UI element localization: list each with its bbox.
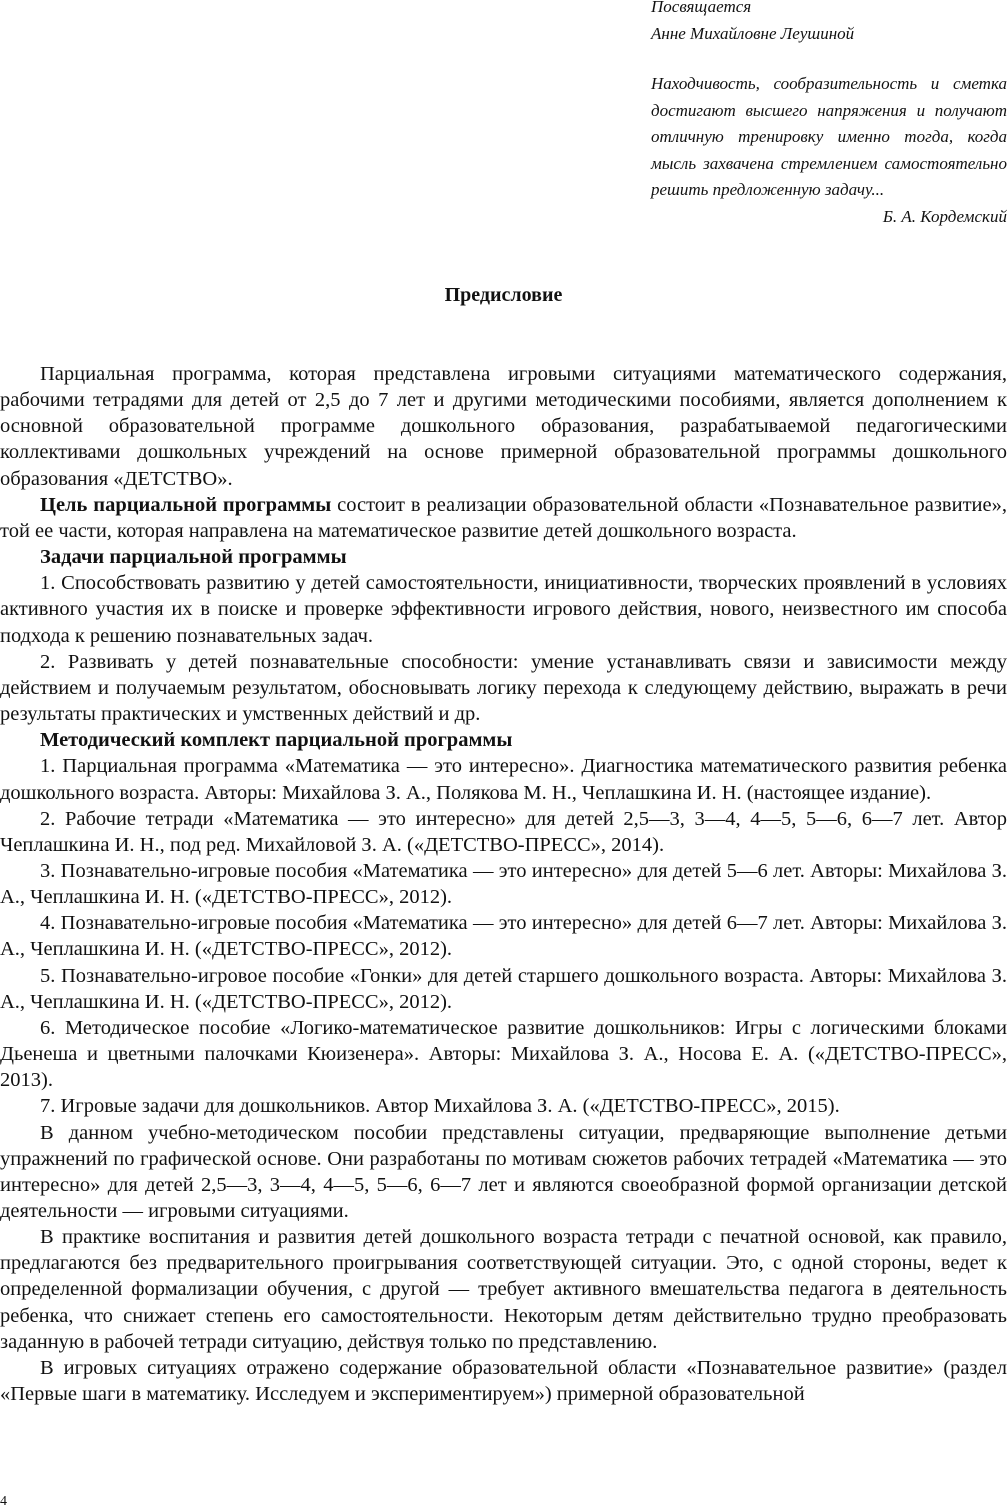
goal-label: Цель парциальной программы [40,493,332,516]
dedication-line-1: Посвящается [651,0,752,16]
goal-text: состоит в реализации образовательной области «Познавательное развитие», той ее части, которая направлена на математическое развитие детей дошкольного возраста. [0,493,1007,542]
preface-body [0,361,1007,1407]
page-title: Предисловие [444,284,563,306]
paragraph-intro: Парциальная программа, которая представлена игровыми ситуациями математического содержания, рабочими тетрадями для детей от 2,5 до 7 лет и другими методическими пособиями, является дополнением к основной образовательной программе дошкольного образования, разрабатываемой педагогическими коллективами дошкольных учреждений на основе примерной образовательной программы дошкольного образования «ДЕТСТВО». [0,363,1007,490]
tasks-heading: Задачи парциальной программы [40,546,347,569]
kit-item-2: 2. Рабочие тетради «Математика — это интересно» для детей 2,5—3, 3—4, 4—5, 5—6, 6—7 лет. Автор Чеплашкина И. Н., под ред. Михайловой З. А. («ДЕТСТВО-ПРЕСС», 2014). [0,807,1007,856]
kit-heading: Методический комплект парциальной программы [40,729,513,752]
dedication [651,0,1007,47]
kit-item-1: 1. Парциальная программа «Математика — это интересно». Диагностика математического развития ребенка дошкольного возраста. Авторы: Михайлова З. А., Полякова М. Н., Чеплашкина И. Н. (настоящее издание). [0,755,1007,804]
paragraph-content: В игровых ситуациях отражено содержание образовательной области «Познавательное развитие» (раздел «Первые шаги в математику. Исследуем и экспериментируем») примерной образовательной [0,1356,1007,1406]
kit-item-7: 7. Игровые задачи для дошкольников. Автор Михайлова З. А. («ДЕТСТВО-ПРЕСС», 2015). [40,1095,840,1118]
epigraph-author: Б. А. Кордемский [882,206,1007,226]
kit-item-6: 6. Методическое пособие «Логико-математическое развитие дошкольников: Игры с логическими блоками Дьенеша и цветными палочками Кюизенера». Авторы: Михайлова З. А., Носова Е. А. («ДЕТСТВО-ПРЕСС», 2013). [0,1016,1007,1092]
epigraph [651,71,1007,230]
kit-item-3: 3. Познавательно-игровые пособия «Математика — это интересно» для детей 5—6 лет. Авторы: Михайлова З. А., Чеплашкина И. Н. («ДЕТСТВО-ПРЕСС», 2012). [0,859,1007,909]
page-number: 4 [0,1494,7,1509]
paragraph-goal [0,492,1007,544]
kit-item-5: 5. Познавательно-игровое пособие «Гонки» для детей старшего дошкольного возраста. Авторы: Михайлова З. А., Чеплашкина И. Н. («ДЕТСТВО-ПРЕСС», 2012). [0,964,1007,1013]
task-item-2: 2. Развивать у детей познавательные способности: умение устанавливать связи и зависимости между действием и получаемым результатом, обосновывать логику перехода к следующему действию, выражать в речи результаты практических и умственных действий и др. [0,650,1007,726]
epigraph-text: Находчивость, сообразительность и сметка достигают высшего напряжения и получают отличную тренировку именно тогда, когда мысль захвачена стремлением самостоятельно решить предложенную задачу... [651,74,1007,199]
dedication-line-2: Анне Михайловне Леушиной [651,23,855,43]
paragraph-practice: В практике воспитания и развития детей дошкольного возраста тетради с печатной основой, как правило, предлагаются без предварительного проигрывания соответствующей ситуации. Это, с одной стороны, ведет к определенной формализации обучения, с другой — требует активного вмешательства педагога в деятельность ребенка, что снижает степень его самостоятельности. Некоторым детям действительно трудно преобразовать заданную в рабочей тетради ситуацию, действуя только по представлению. [0,1226,1007,1353]
kit-item-4: 4. Познавательно-игровые пособия «Математика — это интересно» для детей 6—7 лет. Авторы: Михайлова З. А., Чеплашкина И. Н. («ДЕТСТВО-ПРЕСС», 2012). [0,912,1007,961]
paragraph-situations: В данном учебно-методическом пособии представлены ситуации, предваряющие выполнение детьми упражнений по графической основе. Они разработаны по мотивам сюжетов рабочих тетрадей «Математика — это интересно» для детей 2,5—3, 3—4, 4—5, 5—6, 6—7 лет и являются своеобразной формой организации детской деятельности — игровыми ситуациями. [0,1121,1007,1222]
task-item-1: 1. Способствовать развитию у детей самостоятельности, инициативности, творческих проявлений в условиях активного участия их в поиске и проверке эффективности игрового действия, нового, неизвестного им способа подхода к решению познавательных задач. [0,572,1007,647]
